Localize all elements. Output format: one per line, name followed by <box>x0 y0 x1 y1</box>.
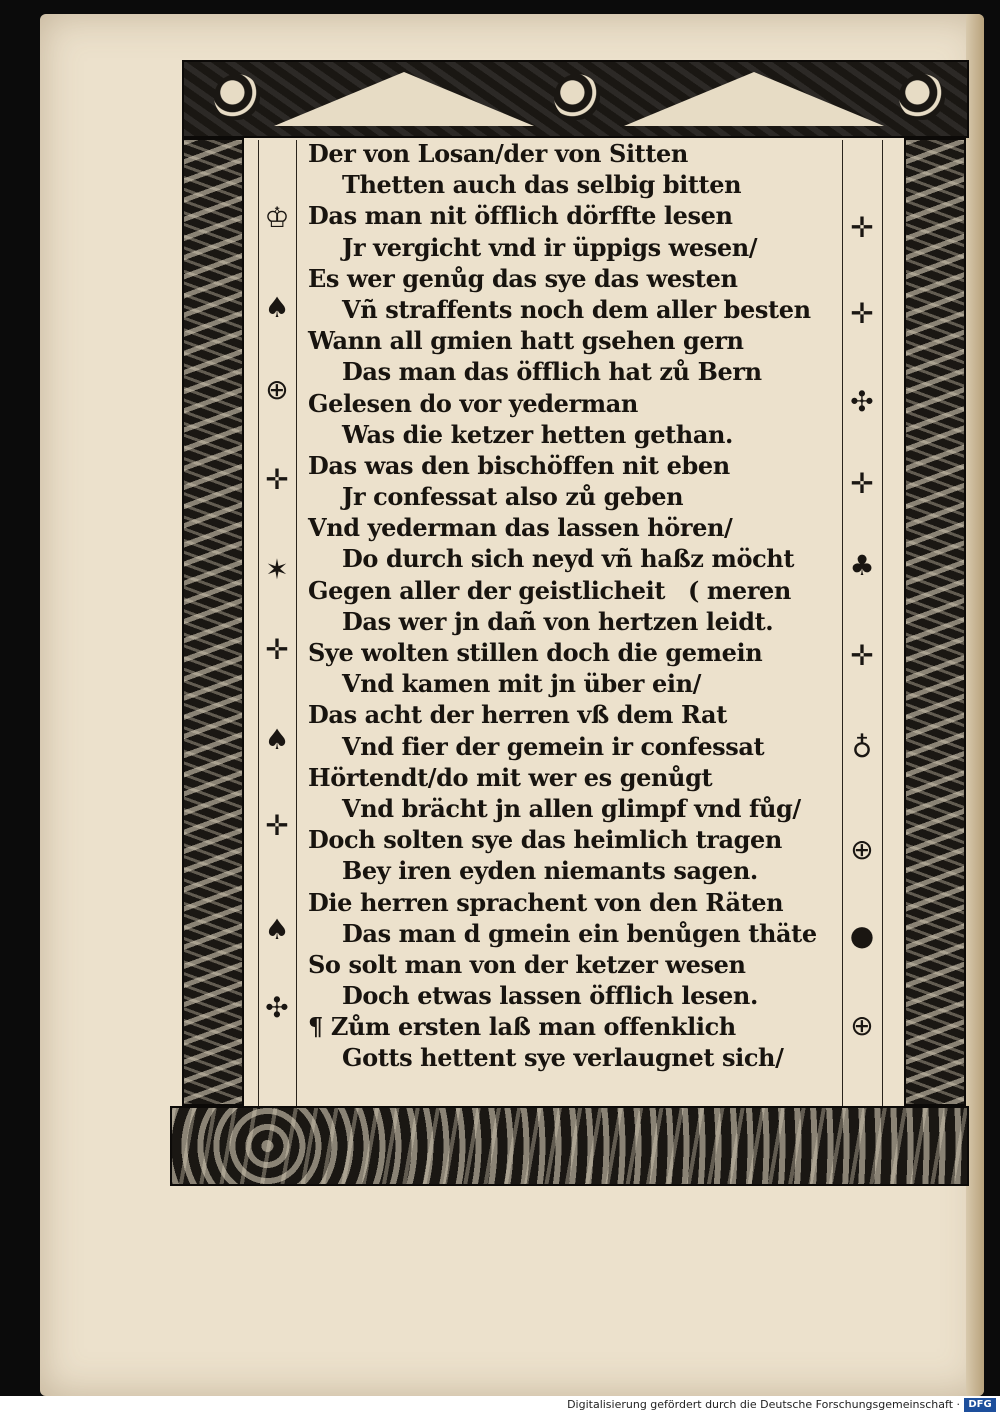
cross-mark-icon: ✛ <box>850 297 874 330</box>
catchword: ( meren <box>688 575 791 605</box>
verse-line-text: Vnd brächt jn allen glimpf vnd fůg/ <box>342 793 801 823</box>
verse-line-text: Doch etwas lassen öfflich lesen. <box>342 981 758 1011</box>
verse-line <box>308 481 838 512</box>
verse-line-text: Vnd fier der gemein ir confessat <box>342 731 765 761</box>
column-rule-left-outer <box>258 140 259 1106</box>
verse-line-text: Das man nit öfflich dörffte lesen <box>308 201 733 231</box>
verse-line <box>308 699 838 730</box>
verse-line <box>308 356 838 387</box>
circled-cross-mark-icon: ⊕ <box>265 373 289 406</box>
verse-line-text: Jr confessat also zů geben <box>342 482 684 512</box>
verse-line <box>308 731 838 762</box>
verse-line-text: Das acht der herren vß dem Rat <box>308 700 727 730</box>
verse-line-text: Vñ straffents noch dem aller besten <box>342 294 811 324</box>
verse-line-text: Sye wolten stillen doch die gemein <box>308 638 763 667</box>
club-mark-icon: ♣ <box>849 549 875 582</box>
verse-line <box>308 793 838 824</box>
verse-line <box>308 949 838 980</box>
verse-line-text: Jr vergicht vnd ir üppigs wesen/ <box>342 232 758 262</box>
woodcut-border-left <box>182 138 244 1106</box>
verse-line <box>308 200 838 231</box>
cross-mark-icon: ✛ <box>265 809 289 842</box>
fruit-ornament-icon <box>899 74 945 120</box>
circled-cross-mark-icon: ⊕ <box>850 1009 874 1042</box>
filled-circle-mark-icon: ● <box>849 919 875 952</box>
woodcut-border-bottom <box>170 1106 969 1186</box>
verse-line <box>308 419 838 450</box>
verse-line <box>308 543 838 574</box>
verse-line <box>308 325 838 356</box>
verse-text-block <box>308 138 838 1074</box>
verse-line-text: Es wer genůg das sye das westen <box>308 263 738 293</box>
cross-mark-icon: ✛ <box>850 639 874 672</box>
verse-line <box>308 450 838 481</box>
double-cross-mark-icon: ✣ <box>265 991 289 1024</box>
border-ornament-panel <box>624 72 884 126</box>
verse-line-text: Gegen aller der geistlicheit <box>308 575 666 605</box>
verse-line-text: Das was den bischöffen nit eben <box>308 450 730 480</box>
verse-line <box>308 1042 838 1073</box>
verse-line <box>308 637 838 668</box>
verse-line <box>308 606 838 637</box>
verse-line-text: Thetten auch das selbig bitten <box>342 170 742 200</box>
funding-credit: Digitalisierung gefördert durch die Deutsche Forschungsgemeinschaft · <box>567 1398 960 1411</box>
verse-line <box>308 1011 838 1042</box>
page-edge <box>966 14 984 1396</box>
verse-line <box>308 294 838 325</box>
verse-line <box>308 232 838 263</box>
verse-line <box>308 138 838 169</box>
border-ornament-panel <box>274 72 534 126</box>
verse-line-text: Gotts hettent sye verlaugnet sich/ <box>342 1043 784 1073</box>
verse-line <box>308 668 838 699</box>
verse-line-text: Das man d gmein ein benůgen thäte <box>342 918 817 948</box>
verse-line-text: Vnd kamen mit jn über ein/ <box>342 669 701 699</box>
vase-ornament-icon <box>554 74 600 120</box>
orb-mark-icon: ♁ <box>851 731 873 764</box>
star-mark-icon: ✶ <box>265 553 289 586</box>
digitization-footer <box>0 1396 1000 1415</box>
verse-line <box>308 263 838 294</box>
verse-line <box>308 575 838 606</box>
woodcut-border-right <box>904 138 966 1106</box>
column-rule-right-inner <box>842 140 843 1106</box>
cross-mark-icon: ✛ <box>850 211 874 244</box>
column-rule-right-outer <box>882 140 883 1106</box>
verse-line <box>308 918 838 949</box>
verse-line-text: Hörtendt/do mit wer es genůgt <box>308 762 713 792</box>
cross-mark-icon: ✛ <box>265 463 289 496</box>
woodcut-border-top <box>182 60 969 138</box>
verse-line-text: Was die ketzer hetten gethan. <box>342 419 733 449</box>
column-rule-left-inner <box>296 140 297 1106</box>
cross-mark-icon: ✛ <box>850 467 874 500</box>
verse-line-text: Gelesen do vor yederman <box>308 388 638 418</box>
circled-cross-mark-icon: ⊕ <box>850 833 874 866</box>
verse-line <box>308 169 838 200</box>
verse-line-text: ¶ Zům ersten laß man offenklich <box>308 1012 736 1042</box>
verse-line-text: Doch solten sye das heimlich tragen <box>308 825 782 855</box>
dfg-logo: DFG <box>964 1398 996 1412</box>
verse-line-text: Do durch sich neyd vñ haßz möcht <box>342 544 795 574</box>
verse-line-text: So solt man von der ketzer wesen <box>308 949 746 979</box>
spade-mark-icon: ♠ <box>264 913 290 946</box>
verse-line-text: Wann all gmien hatt gsehen gern <box>308 326 744 356</box>
spade-mark-icon: ♠ <box>264 723 290 756</box>
verse-line-text: Der von Losan/der von Sitten <box>308 139 688 168</box>
verse-line <box>308 855 838 886</box>
spade-mark-icon: ♠ <box>264 291 290 324</box>
fruit-ornament-icon <box>214 74 260 120</box>
verse-line <box>308 388 838 419</box>
verse-line <box>308 762 838 793</box>
verse-line-text: Das man das öfflich hat zů Bern <box>342 357 762 387</box>
verse-line <box>308 887 838 918</box>
crown-mark-icon: ♔ <box>264 201 290 234</box>
verse-line-text: Bey iren eyden niemants sagen. <box>342 856 758 886</box>
verse-line-text: Das wer jn dañ von hertzen leidt. <box>342 606 774 636</box>
verse-line-text: Die herren sprachent von den Räten <box>308 887 784 917</box>
verse-line <box>308 824 838 855</box>
verse-line <box>308 512 838 543</box>
verse-line <box>308 980 838 1011</box>
double-cross-mark-icon: ✣ <box>850 385 874 418</box>
cross-mark-icon: ✛ <box>265 633 289 666</box>
verse-line-text: Vnd yederman das lassen hören/ <box>308 513 733 543</box>
